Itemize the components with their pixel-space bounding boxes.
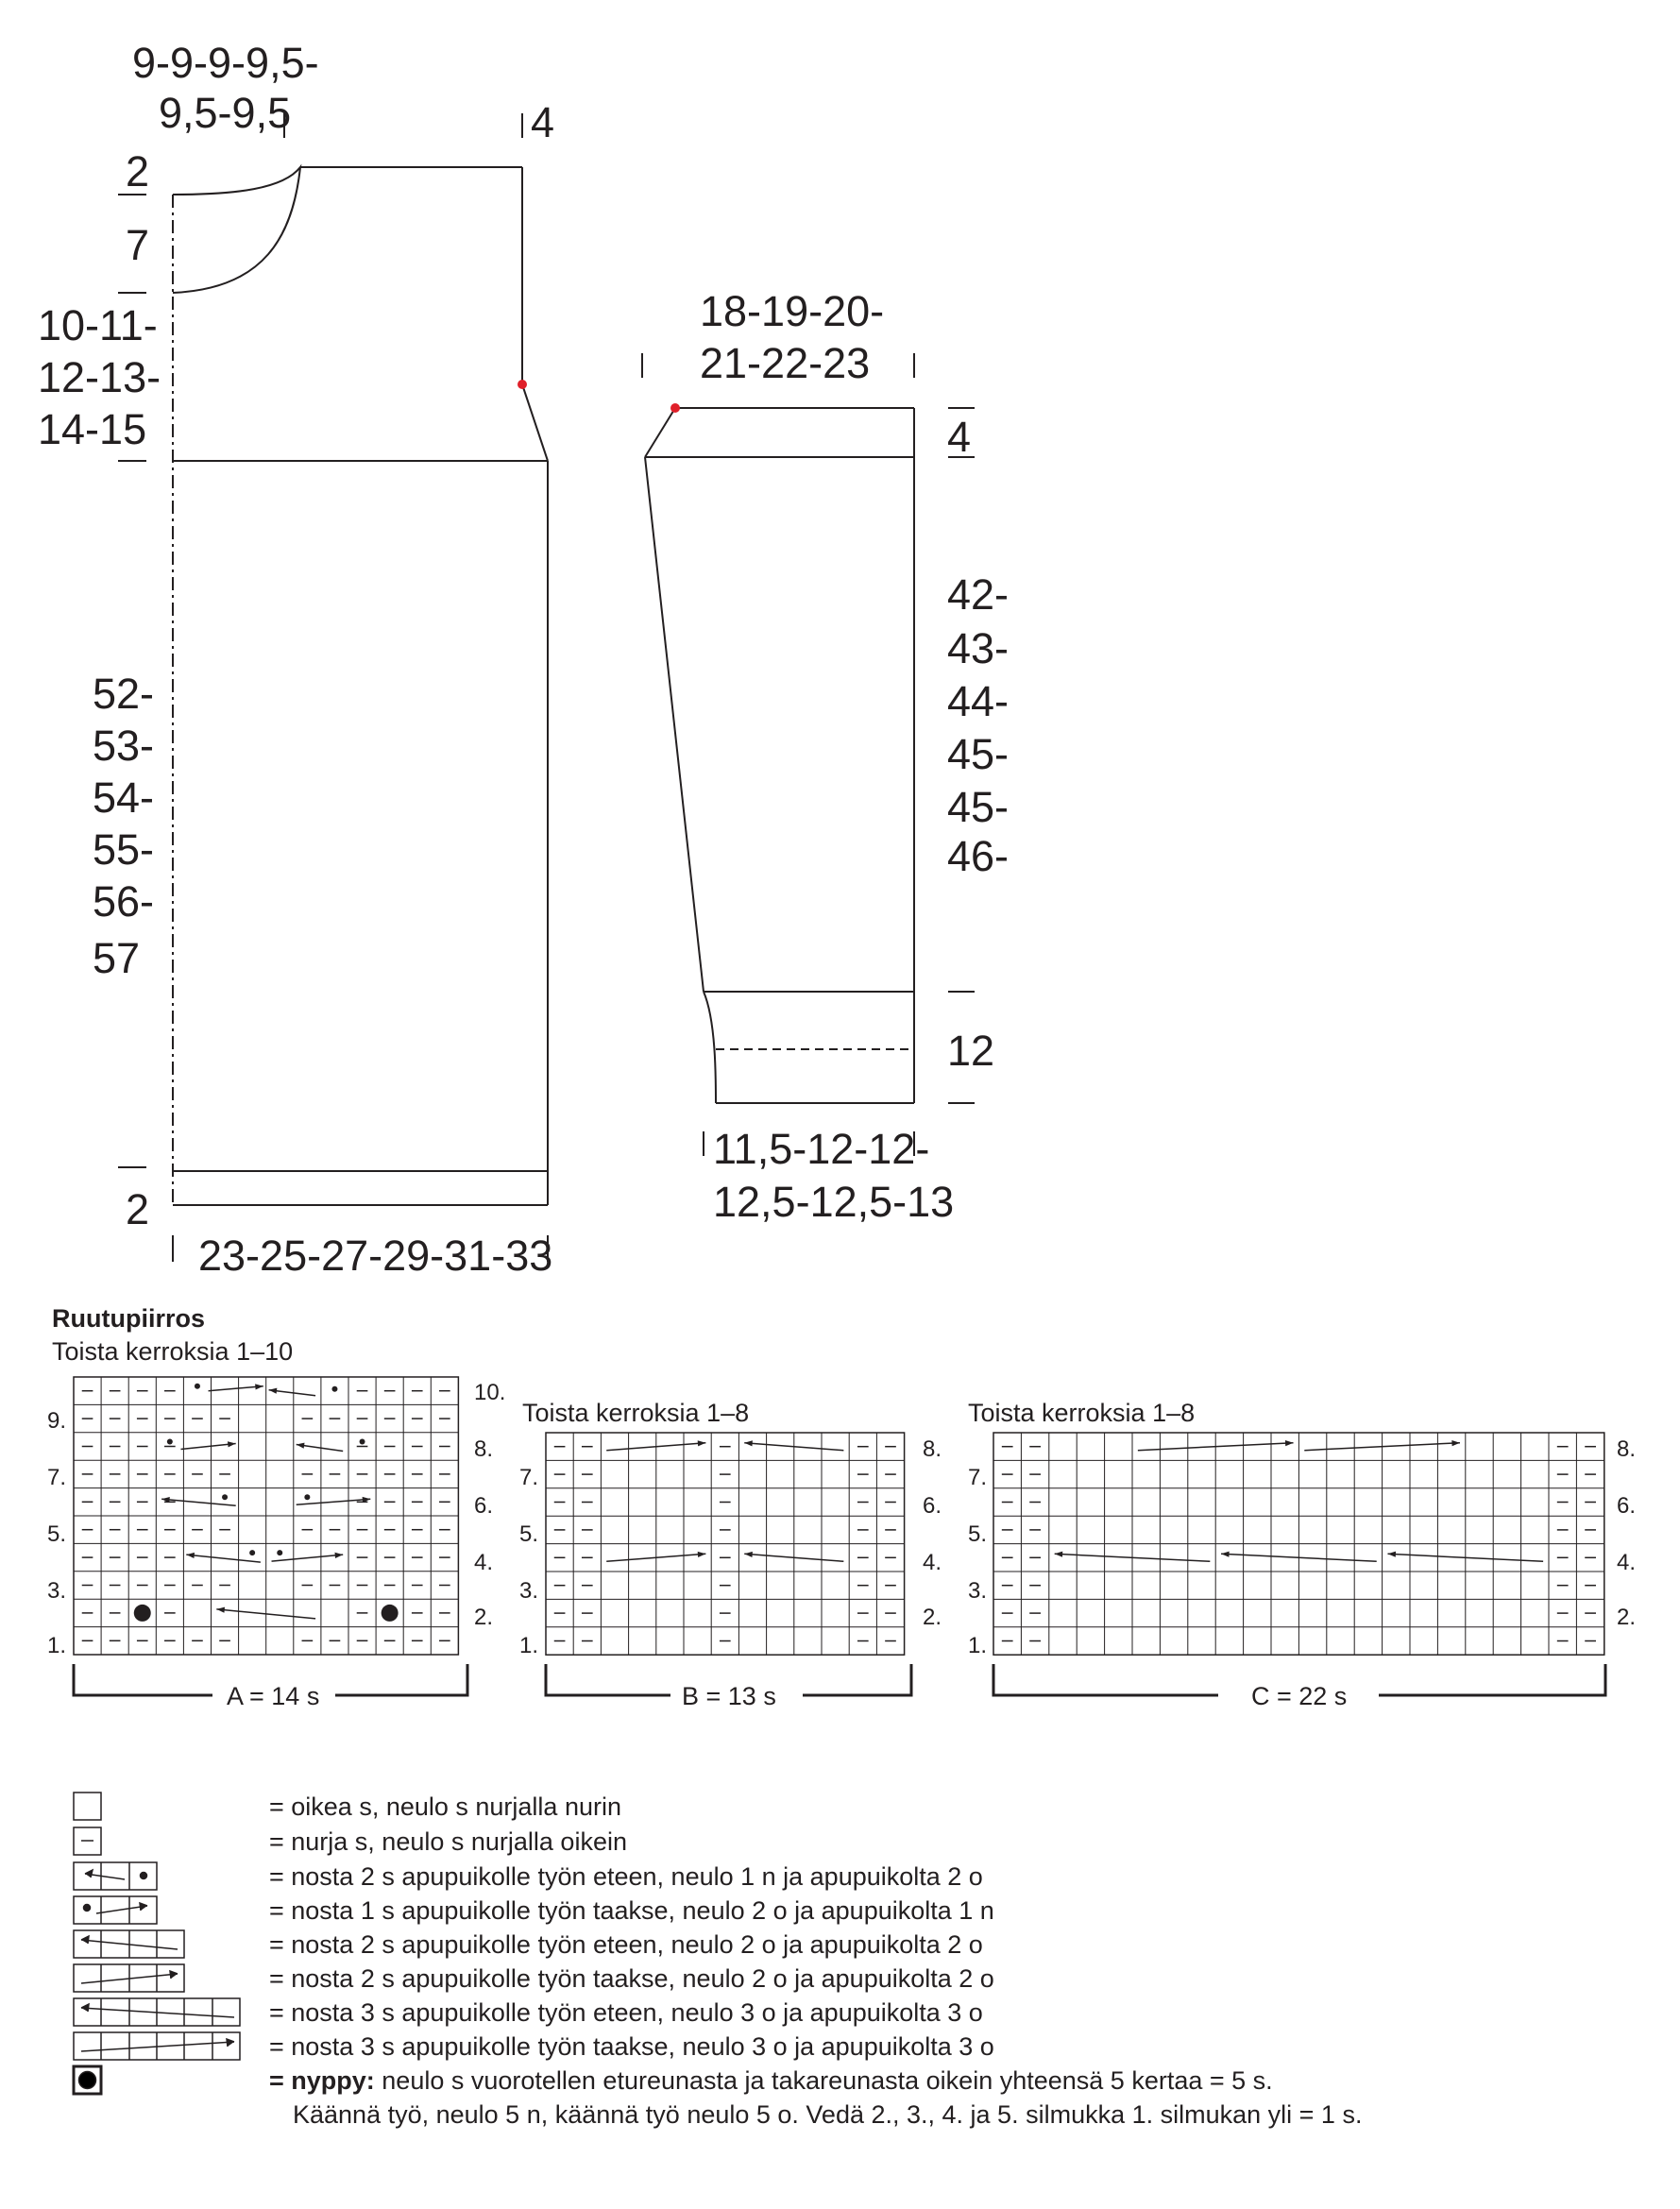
row-num: 5. bbox=[519, 1521, 539, 1547]
legend-bobble bbox=[269, 2066, 1273, 2095]
legend-bobble-bold: = nyppy: bbox=[269, 2066, 375, 2095]
knit-symbol bbox=[74, 1793, 101, 1820]
row-num: 8. bbox=[923, 1436, 942, 1462]
body-length-3: 54- bbox=[93, 773, 155, 822]
chart-a-dot bbox=[167, 1439, 173, 1445]
row-num: 4. bbox=[474, 1550, 494, 1575]
body-shoulder-width-2: 9,5-9,5 bbox=[159, 89, 292, 137]
row-num: 6. bbox=[923, 1493, 942, 1519]
row-num: 2. bbox=[923, 1605, 942, 1630]
chart-a-dot bbox=[331, 1386, 337, 1392]
chart-a-width: A = 14 s bbox=[227, 1682, 320, 1710]
row-num: 8. bbox=[1617, 1436, 1637, 1462]
sleeve-left-edge bbox=[645, 457, 704, 992]
body-neck-depth: 7 bbox=[126, 221, 150, 269]
legend-cable-2-2-back: = nosta 2 s apupuikolle työn taakse, neulo 2 o ja apupuikolta 2 o bbox=[269, 1964, 994, 1993]
body-hem: 2 bbox=[126, 1185, 150, 1233]
body-neckline bbox=[173, 167, 300, 293]
row-num: 4. bbox=[1617, 1550, 1637, 1575]
chart-b bbox=[546, 1433, 905, 1655]
row-num: 8. bbox=[474, 1436, 494, 1462]
legend-cable-3-3-back: = nosta 3 s apupuikolle työn taakse, neulo 3 o ja apupuikolta 3 o bbox=[269, 2032, 994, 2061]
legend-bobble-cont: Käännä työ, neulo 5 n, käännä työ neulo 5 o. Vedä 2., 3., 4. ja 5. silmukka 1. silmukan yli = 1 s. bbox=[293, 2100, 1363, 2129]
body-armhole-3: 14-15 bbox=[38, 405, 147, 453]
sleeve-cuff-curve bbox=[704, 992, 716, 1103]
row-num: 5. bbox=[968, 1521, 988, 1547]
legend-purl: = nurja s, neulo s nurjalla oikein bbox=[269, 1827, 627, 1856]
chart-a-dot bbox=[277, 1550, 282, 1555]
row-num: 4. bbox=[923, 1550, 942, 1575]
chart-a-dot bbox=[304, 1494, 310, 1500]
row-num: 7. bbox=[519, 1465, 539, 1490]
row-num: 7. bbox=[47, 1465, 67, 1490]
row-num: 1. bbox=[968, 1633, 988, 1658]
body-length-2: 53- bbox=[93, 722, 155, 770]
sleeve-cuff-width-1: 11,5-12-12- bbox=[713, 1125, 930, 1173]
chart-a-repeat: Toista kerroksia 1–10 bbox=[52, 1337, 294, 1366]
chart-b-width: B = 13 s bbox=[682, 1682, 776, 1710]
sleeve-schematic bbox=[642, 353, 975, 1156]
body-armhole-2: 12-13- bbox=[38, 353, 161, 401]
body-length-1: 52- bbox=[93, 670, 155, 718]
sleeve-length-3: 44- bbox=[947, 677, 1010, 725]
row-num: 5. bbox=[47, 1521, 67, 1547]
sleeve-length-2: 43- bbox=[947, 624, 1010, 672]
chart-a-bobble bbox=[382, 1605, 399, 1622]
sleeve-top-width-2: 21-22-23 bbox=[700, 339, 871, 387]
body-length-4: 55- bbox=[93, 825, 155, 874]
row-num: 2. bbox=[1617, 1605, 1637, 1630]
chart-a bbox=[74, 1377, 458, 1655]
chart-a-dot bbox=[195, 1384, 200, 1389]
legend-knit: = oikea s, neulo s nurjalla nurin bbox=[269, 1793, 621, 1821]
body-schematic bbox=[118, 113, 548, 1262]
sleeve-length-1: 42- bbox=[947, 570, 1010, 619]
legend-cable-3-3-front: = nosta 3 s apupuikolle työn eteen, neulo 3 o ja apupuikolta 3 o bbox=[269, 1998, 983, 2027]
chart-c bbox=[993, 1433, 1604, 1655]
body-armhole-1: 10-11- bbox=[38, 301, 158, 349]
legend-cable-2-2-front: = nosta 2 s apupuikolle työn eteen, neulo 2 o ja apupuikolta 2 o bbox=[269, 1930, 983, 1959]
row-num: 1. bbox=[519, 1633, 539, 1658]
chart-title: Ruutupiirros bbox=[52, 1304, 205, 1333]
row-num: 9. bbox=[47, 1408, 67, 1434]
chart-a-dot bbox=[249, 1550, 255, 1555]
row-num: 7. bbox=[968, 1465, 988, 1490]
sleeve-top-width-1: 18-19-20- bbox=[700, 287, 885, 335]
row-num: 3. bbox=[519, 1578, 539, 1604]
body-marker-dot bbox=[518, 380, 527, 389]
sleeve-length-4: 45- bbox=[947, 730, 1010, 778]
body-shoulder-slope: 4 bbox=[531, 98, 555, 146]
body-length-6: 57 bbox=[93, 934, 141, 982]
body-neck-top: 2 bbox=[126, 147, 150, 195]
body-shoulder-width-1: 9-9-9-9,5- bbox=[132, 39, 319, 87]
chart-c-repeat: Toista kerroksia 1–8 bbox=[968, 1399, 1196, 1427]
chart-b-repeat: Toista kerroksia 1–8 bbox=[522, 1399, 750, 1427]
legend-symbols bbox=[74, 1793, 240, 2094]
chart-c-width: C = 22 s bbox=[1251, 1682, 1348, 1710]
sleeve-cap: 4 bbox=[947, 413, 972, 461]
row-num: 3. bbox=[968, 1578, 988, 1604]
legend-texts bbox=[269, 1793, 1362, 2129]
sleeve-cuff-width-2: 12,5-12,5-13 bbox=[713, 1178, 955, 1226]
chart-a-dot bbox=[222, 1494, 228, 1500]
body-measurements bbox=[38, 39, 554, 1280]
chart-a-bobble bbox=[134, 1605, 151, 1622]
sleeve-cap-slope bbox=[645, 408, 675, 457]
sleeve-marker-dot bbox=[670, 403, 680, 413]
legend-cable-1-2-back: = nosta 1 s apupuikolle työn taakse, neulo 2 o ja apupuikolta 1 n bbox=[269, 1896, 994, 1925]
legend-bobble-text: neulo s vuorotellen etureunasta ja takareunasta oikein yhteensä 5 kertaa = 5 s. bbox=[374, 2066, 1273, 2095]
sleeve-length-5: 45- bbox=[947, 783, 1010, 831]
body-width: 23-25-27-29-31-33 bbox=[198, 1232, 553, 1280]
body-armhole-slope bbox=[522, 384, 548, 461]
row-num: 1. bbox=[47, 1633, 67, 1658]
sleeve-length-6: 46- bbox=[947, 832, 1010, 880]
body-length-5: 56- bbox=[93, 877, 155, 926]
row-num: 6. bbox=[474, 1493, 494, 1519]
sleeve-cuff: 12 bbox=[947, 1027, 995, 1075]
row-num: 3. bbox=[47, 1578, 67, 1604]
chart-a-dot bbox=[360, 1439, 365, 1445]
row-num: 10. bbox=[474, 1380, 506, 1405]
row-num: 2. bbox=[474, 1605, 494, 1630]
sleeve-measurements bbox=[700, 287, 1009, 1226]
row-num: 6. bbox=[1617, 1493, 1637, 1519]
legend-cable-2-1-front: = nosta 2 s apupuikolle työn eteen, neulo 1 n ja apupuikolta 2 o bbox=[269, 1862, 983, 1891]
